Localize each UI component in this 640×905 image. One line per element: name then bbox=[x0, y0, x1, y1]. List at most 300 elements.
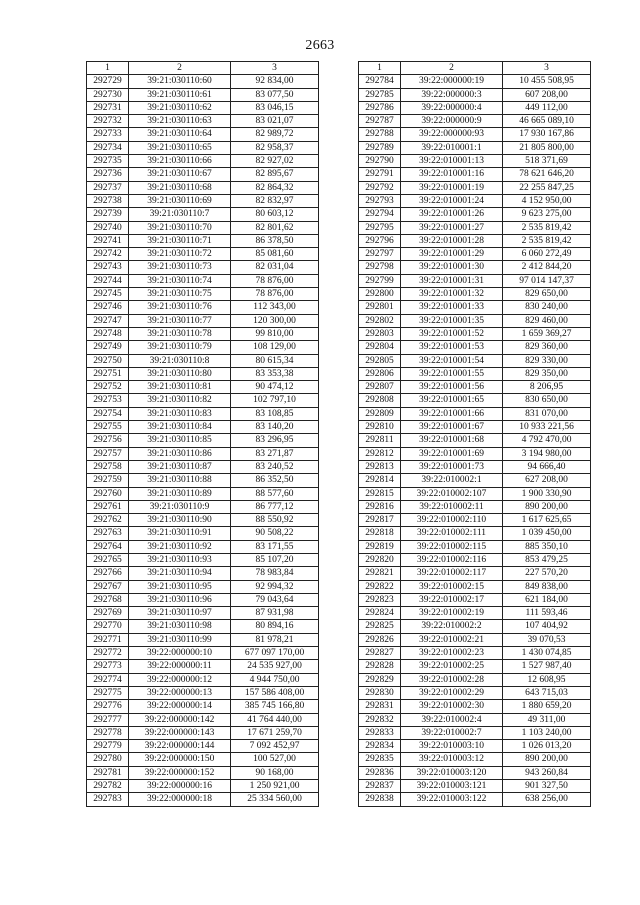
cadastral-number-cell: 39:22:010002:11 bbox=[401, 500, 503, 513]
cadastral-number-cell: 39:22:010001:35 bbox=[401, 314, 503, 327]
row-number-cell: 292799 bbox=[359, 274, 401, 287]
row-number-cell: 292814 bbox=[359, 474, 401, 487]
cadastral-number-cell: 39:21:030110:60 bbox=[129, 75, 231, 88]
value-cell: 39 070,53 bbox=[503, 633, 591, 646]
table-row bbox=[87, 633, 319, 646]
row-number-cell: 292751 bbox=[87, 367, 129, 380]
row-number-cell: 292781 bbox=[87, 766, 129, 779]
table-row bbox=[359, 447, 591, 460]
row-number-cell: 292754 bbox=[87, 407, 129, 420]
table-row bbox=[359, 234, 591, 247]
table-row bbox=[87, 354, 319, 367]
row-number-cell: 292758 bbox=[87, 460, 129, 473]
row-number-cell: 292810 bbox=[359, 421, 401, 434]
table-row bbox=[359, 88, 591, 101]
table-row bbox=[87, 567, 319, 580]
table-row bbox=[359, 288, 591, 301]
row-number-cell: 292832 bbox=[359, 713, 401, 726]
cadastral-number-cell: 39:21:030110:73 bbox=[129, 261, 231, 274]
table-row bbox=[87, 660, 319, 673]
table-row bbox=[87, 793, 319, 806]
value-cell: 449 112,00 bbox=[503, 101, 591, 114]
table-row bbox=[87, 407, 319, 420]
table-row bbox=[359, 141, 591, 154]
cadastral-number-cell: 39:22:010001:56 bbox=[401, 381, 503, 394]
row-number-cell: 292738 bbox=[87, 194, 129, 207]
row-number-cell: 292777 bbox=[87, 713, 129, 726]
cadastral-number-cell: 39:22:010002:107 bbox=[401, 487, 503, 500]
table-row bbox=[87, 460, 319, 473]
row-number-cell: 292753 bbox=[87, 394, 129, 407]
table-row bbox=[87, 75, 319, 88]
row-number-cell: 292788 bbox=[359, 128, 401, 141]
table-row bbox=[359, 381, 591, 394]
cadastral-number-cell: 39:22:010001:73 bbox=[401, 460, 503, 473]
cadastral-number-cell: 39:21:030110:83 bbox=[129, 407, 231, 420]
table-row bbox=[359, 301, 591, 314]
value-cell: 901 327,50 bbox=[503, 780, 591, 793]
table-row bbox=[359, 460, 591, 473]
table-row bbox=[87, 514, 319, 527]
cadastral-number-cell: 39:21:030110:9 bbox=[129, 500, 231, 513]
value-cell: 86 777,12 bbox=[231, 500, 319, 513]
cadastral-number-cell: 39:21:030110:89 bbox=[129, 487, 231, 500]
value-cell: 80 603,12 bbox=[231, 208, 319, 221]
cadastral-number-cell: 39:22:000000:19 bbox=[401, 75, 503, 88]
table-row bbox=[87, 580, 319, 593]
table-row bbox=[87, 341, 319, 354]
cadastral-number-cell: 39:22:000000:93 bbox=[401, 128, 503, 141]
value-cell: 1 617 625,65 bbox=[503, 514, 591, 527]
column-header-value: 3 bbox=[231, 62, 319, 75]
cadastral-number-cell: 39:21:030110:82 bbox=[129, 394, 231, 407]
table-row bbox=[359, 75, 591, 88]
row-number-cell: 292794 bbox=[359, 208, 401, 221]
table-row bbox=[87, 753, 319, 766]
table-row bbox=[87, 115, 319, 128]
table-row bbox=[87, 553, 319, 566]
cadastral-number-cell: 39:22:010002:23 bbox=[401, 647, 503, 660]
row-number-cell: 292759 bbox=[87, 474, 129, 487]
table-row bbox=[359, 101, 591, 114]
row-number-cell: 292780 bbox=[87, 753, 129, 766]
table-row bbox=[87, 780, 319, 793]
cadastral-number-cell: 39:22:010002:117 bbox=[401, 567, 503, 580]
value-cell: 90 168,00 bbox=[231, 766, 319, 779]
cadastral-number-cell: 39:22:010003:12 bbox=[401, 753, 503, 766]
value-cell: 10 933 221,56 bbox=[503, 421, 591, 434]
value-cell: 8 206,95 bbox=[503, 381, 591, 394]
row-number-cell: 292769 bbox=[87, 607, 129, 620]
table-row bbox=[359, 128, 591, 141]
cadastral-number-cell: 39:22:000000:16 bbox=[129, 780, 231, 793]
cadastral-number-cell: 39:21:030110:77 bbox=[129, 314, 231, 327]
page-number: 2663 bbox=[305, 38, 335, 53]
row-number-cell: 292796 bbox=[359, 234, 401, 247]
table-row bbox=[359, 553, 591, 566]
row-number-cell: 292775 bbox=[87, 686, 129, 699]
table-row bbox=[359, 261, 591, 274]
row-number-cell: 292742 bbox=[87, 248, 129, 261]
value-cell: 830 240,00 bbox=[503, 301, 591, 314]
cadastral-number-cell: 39:22:010001:1 bbox=[401, 141, 503, 154]
value-cell: 1 880 659,20 bbox=[503, 700, 591, 713]
row-number-cell: 292765 bbox=[87, 553, 129, 566]
table-row bbox=[359, 407, 591, 420]
row-number-cell: 292755 bbox=[87, 421, 129, 434]
cadastral-number-cell: 39:22:010002:25 bbox=[401, 660, 503, 673]
table-row bbox=[359, 221, 591, 234]
value-cell: 4 792 470,00 bbox=[503, 434, 591, 447]
cadastral-number-cell: 39:22:010003:10 bbox=[401, 740, 503, 753]
table-row bbox=[87, 248, 319, 261]
table-row bbox=[359, 168, 591, 181]
value-cell: 10 455 508,95 bbox=[503, 75, 591, 88]
table-row bbox=[87, 713, 319, 726]
value-cell: 86 378,50 bbox=[231, 234, 319, 247]
cadastral-number-cell: 39:21:030110:96 bbox=[129, 593, 231, 606]
cadastral-number-cell: 39:22:010002:115 bbox=[401, 540, 503, 553]
table-row bbox=[359, 115, 591, 128]
row-number-cell: 292837 bbox=[359, 780, 401, 793]
row-number-cell: 292804 bbox=[359, 341, 401, 354]
value-cell: 22 255 847,25 bbox=[503, 181, 591, 194]
cadastral-number-cell: 39:21:030110:65 bbox=[129, 141, 231, 154]
row-number-cell: 292761 bbox=[87, 500, 129, 513]
row-number-cell: 292772 bbox=[87, 647, 129, 660]
cadastral-number-cell: 39:21:030110:72 bbox=[129, 248, 231, 261]
row-number-cell: 292802 bbox=[359, 314, 401, 327]
value-cell: 831 070,00 bbox=[503, 407, 591, 420]
column-header-value: 3 bbox=[503, 62, 591, 75]
cadastral-number-cell: 39:21:030110:84 bbox=[129, 421, 231, 434]
row-number-cell: 292739 bbox=[87, 208, 129, 221]
value-cell: 7 092 452,97 bbox=[231, 740, 319, 753]
value-cell: 829 330,00 bbox=[503, 354, 591, 367]
row-number-cell: 292774 bbox=[87, 673, 129, 686]
cadastral-number-cell: 39:21:030110:63 bbox=[129, 115, 231, 128]
table-row bbox=[359, 341, 591, 354]
column-header-number: 1 bbox=[359, 62, 401, 75]
row-number-cell: 292836 bbox=[359, 766, 401, 779]
table-row bbox=[359, 248, 591, 261]
cadastral-number-cell: 39:22:000000:152 bbox=[129, 766, 231, 779]
table-row bbox=[87, 593, 319, 606]
cadastral-number-cell: 39:22:010002:116 bbox=[401, 553, 503, 566]
cadastral-number-cell: 39:22:010001:52 bbox=[401, 327, 503, 340]
row-number-cell: 292786 bbox=[359, 101, 401, 114]
row-number-cell: 292734 bbox=[87, 141, 129, 154]
value-cell: 1 250 921,00 bbox=[231, 780, 319, 793]
table-row bbox=[359, 314, 591, 327]
cadastral-number-cell: 39:22:010001:19 bbox=[401, 181, 503, 194]
value-cell: 385 745 166,80 bbox=[231, 700, 319, 713]
cadastral-number-cell: 39:22:010001:33 bbox=[401, 301, 503, 314]
value-cell: 677 097 170,00 bbox=[231, 647, 319, 660]
value-cell: 621 184,00 bbox=[503, 593, 591, 606]
cadastral-number-cell: 39:21:030110:85 bbox=[129, 434, 231, 447]
cadastral-number-cell: 39:22:010001:68 bbox=[401, 434, 503, 447]
table-row bbox=[359, 607, 591, 620]
row-number-cell: 292756 bbox=[87, 434, 129, 447]
cadastral-number-cell: 39:22:010001:30 bbox=[401, 261, 503, 274]
value-cell: 2 412 844,20 bbox=[503, 261, 591, 274]
value-cell: 80 894,16 bbox=[231, 620, 319, 633]
table-row bbox=[87, 620, 319, 633]
cadastral-number-cell: 39:21:030110:94 bbox=[129, 567, 231, 580]
table-row bbox=[87, 367, 319, 380]
table-row bbox=[359, 421, 591, 434]
value-cell: 120 300,00 bbox=[231, 314, 319, 327]
cadastral-number-cell: 39:22:000000:18 bbox=[129, 793, 231, 806]
cadastral-number-cell: 39:21:030110:69 bbox=[129, 194, 231, 207]
table-row bbox=[87, 540, 319, 553]
table-row bbox=[87, 234, 319, 247]
cadastral-number-cell: 39:22:000000:4 bbox=[401, 101, 503, 114]
cadastral-number-cell: 39:21:030110:93 bbox=[129, 553, 231, 566]
row-number-cell: 292743 bbox=[87, 261, 129, 274]
row-number-cell: 292790 bbox=[359, 155, 401, 168]
row-number-cell: 292741 bbox=[87, 234, 129, 247]
cadastral-number-cell: 39:21:030110:76 bbox=[129, 301, 231, 314]
row-number-cell: 292771 bbox=[87, 633, 129, 646]
value-cell: 78 876,00 bbox=[231, 288, 319, 301]
row-number-cell: 292746 bbox=[87, 301, 129, 314]
cadastral-number-cell: 39:22:010002:15 bbox=[401, 580, 503, 593]
cadastral-number-cell: 39:22:000000:11 bbox=[129, 660, 231, 673]
value-cell: 90 508,22 bbox=[231, 527, 319, 540]
cadastral-number-cell: 39:22:010003:121 bbox=[401, 780, 503, 793]
cadastral-number-cell: 39:21:030110:97 bbox=[129, 607, 231, 620]
table-row bbox=[87, 168, 319, 181]
cadastral-number-cell: 39:21:030110:95 bbox=[129, 580, 231, 593]
column-header-cadastral: 2 bbox=[401, 62, 503, 75]
row-number-cell: 292745 bbox=[87, 288, 129, 301]
value-cell: 83 240,52 bbox=[231, 460, 319, 473]
value-cell: 638 256,00 bbox=[503, 793, 591, 806]
table-row bbox=[359, 194, 591, 207]
value-cell: 86 352,50 bbox=[231, 474, 319, 487]
value-cell: 83 046,15 bbox=[231, 101, 319, 114]
cadastral-number-cell: 39:21:030110:61 bbox=[129, 88, 231, 101]
cadastral-number-cell: 39:21:030110:70 bbox=[129, 221, 231, 234]
value-cell: 853 479,25 bbox=[503, 553, 591, 566]
cadastral-number-cell: 39:22:000000:9 bbox=[401, 115, 503, 128]
table-row bbox=[87, 101, 319, 114]
row-number-cell: 292805 bbox=[359, 354, 401, 367]
value-cell: 3 194 980,00 bbox=[503, 447, 591, 460]
table-row bbox=[87, 208, 319, 221]
value-cell: 25 334 560,00 bbox=[231, 793, 319, 806]
table-row bbox=[359, 780, 591, 793]
table-row bbox=[87, 434, 319, 447]
cadastral-number-cell: 39:22:010002:2 bbox=[401, 620, 503, 633]
value-cell: 97 014 147,37 bbox=[503, 274, 591, 287]
table-row bbox=[359, 673, 591, 686]
value-cell: 82 801,62 bbox=[231, 221, 319, 234]
value-cell: 83 140,20 bbox=[231, 421, 319, 434]
cadastral-number-cell: 39:22:010001:67 bbox=[401, 421, 503, 434]
row-number-cell: 292737 bbox=[87, 181, 129, 194]
row-number-cell: 292733 bbox=[87, 128, 129, 141]
table-row bbox=[359, 181, 591, 194]
cadastral-number-cell: 39:22:010003:120 bbox=[401, 766, 503, 779]
value-cell: 85 107,20 bbox=[231, 553, 319, 566]
table-row bbox=[87, 700, 319, 713]
value-cell: 885 350,10 bbox=[503, 540, 591, 553]
cadastral-number-cell: 39:22:000000:143 bbox=[129, 726, 231, 739]
table-row bbox=[359, 514, 591, 527]
value-cell: 830 650,00 bbox=[503, 394, 591, 407]
value-cell: 1 659 369,27 bbox=[503, 327, 591, 340]
cadastral-number-cell: 39:21:030110:98 bbox=[129, 620, 231, 633]
table-row bbox=[359, 567, 591, 580]
value-cell: 83 271,87 bbox=[231, 447, 319, 460]
cadastral-number-cell: 39:21:030110:87 bbox=[129, 460, 231, 473]
value-cell: 82 927,02 bbox=[231, 155, 319, 168]
value-cell: 627 208,00 bbox=[503, 474, 591, 487]
column-header-number: 1 bbox=[87, 62, 129, 75]
row-number-cell: 292785 bbox=[359, 88, 401, 101]
cadastral-number-cell: 39:22:010002:111 bbox=[401, 527, 503, 540]
table-row bbox=[87, 301, 319, 314]
cadastral-number-cell: 39:22:010002:21 bbox=[401, 633, 503, 646]
row-number-cell: 292819 bbox=[359, 540, 401, 553]
value-cell: 100 527,00 bbox=[231, 753, 319, 766]
value-cell: 83 108,85 bbox=[231, 407, 319, 420]
row-number-cell: 292829 bbox=[359, 673, 401, 686]
table-row bbox=[87, 607, 319, 620]
table-row bbox=[359, 474, 591, 487]
value-cell: 829 360,00 bbox=[503, 341, 591, 354]
cadastral-number-cell: 39:21:030110:64 bbox=[129, 128, 231, 141]
table-row bbox=[359, 620, 591, 633]
cadastral-number-cell: 39:21:030110:7 bbox=[129, 208, 231, 221]
row-number-cell: 292744 bbox=[87, 274, 129, 287]
cadastral-number-cell: 39:21:030110:91 bbox=[129, 527, 231, 540]
cadastral-number-cell: 39:21:030110:75 bbox=[129, 288, 231, 301]
value-cell: 849 838,00 bbox=[503, 580, 591, 593]
row-number-cell: 292789 bbox=[359, 141, 401, 154]
table-row bbox=[87, 314, 319, 327]
row-number-cell: 292795 bbox=[359, 221, 401, 234]
value-cell: 83 077,50 bbox=[231, 88, 319, 101]
table-row bbox=[359, 700, 591, 713]
cadastral-number-cell: 39:21:030110:86 bbox=[129, 447, 231, 460]
table-body-left bbox=[87, 75, 319, 806]
value-cell: 41 764 440,00 bbox=[231, 713, 319, 726]
column-header-cadastral: 2 bbox=[129, 62, 231, 75]
row-number-cell: 292806 bbox=[359, 367, 401, 380]
cadastral-number-cell: 39:21:030110:78 bbox=[129, 327, 231, 340]
row-number-cell: 292827 bbox=[359, 647, 401, 660]
value-cell: 24 535 927,00 bbox=[231, 660, 319, 673]
table-row bbox=[87, 500, 319, 513]
value-cell: 108 129,00 bbox=[231, 341, 319, 354]
row-number-cell: 292768 bbox=[87, 593, 129, 606]
cadastral-number-cell: 39:22:010001:16 bbox=[401, 168, 503, 181]
table-row bbox=[87, 381, 319, 394]
value-cell: 9 623 275,00 bbox=[503, 208, 591, 221]
table-row bbox=[87, 740, 319, 753]
cadastral-number-cell: 39:22:010001:13 bbox=[401, 155, 503, 168]
cadastral-number-cell: 39:21:030110:88 bbox=[129, 474, 231, 487]
cadastral-number-cell: 39:22:010001:54 bbox=[401, 354, 503, 367]
value-cell: 82 989,72 bbox=[231, 128, 319, 141]
value-cell: 92 834,00 bbox=[231, 75, 319, 88]
table-row bbox=[359, 647, 591, 660]
row-number-cell: 292750 bbox=[87, 354, 129, 367]
value-cell: 107 404,92 bbox=[503, 620, 591, 633]
table-row bbox=[87, 288, 319, 301]
table-row bbox=[87, 181, 319, 194]
table-row bbox=[87, 474, 319, 487]
value-cell: 2 535 819,42 bbox=[503, 221, 591, 234]
row-number-cell: 292748 bbox=[87, 327, 129, 340]
row-number-cell: 292834 bbox=[359, 740, 401, 753]
value-cell: 6 060 272,49 bbox=[503, 248, 591, 261]
row-number-cell: 292803 bbox=[359, 327, 401, 340]
value-cell: 607 208,00 bbox=[503, 88, 591, 101]
table-row bbox=[87, 673, 319, 686]
cadastral-number-cell: 39:22:010002:110 bbox=[401, 514, 503, 527]
table-body-right bbox=[359, 75, 591, 806]
row-number-cell: 292783 bbox=[87, 793, 129, 806]
row-number-cell: 292787 bbox=[359, 115, 401, 128]
register-table-left bbox=[86, 61, 319, 807]
value-cell: 83 296,95 bbox=[231, 434, 319, 447]
cadastral-number-cell: 39:21:030110:68 bbox=[129, 181, 231, 194]
cadastral-number-cell: 39:22:010002:1 bbox=[401, 474, 503, 487]
row-number-cell: 292801 bbox=[359, 301, 401, 314]
row-number-cell: 292749 bbox=[87, 341, 129, 354]
cadastral-number-cell: 39:22:000000:144 bbox=[129, 740, 231, 753]
value-cell: 49 311,00 bbox=[503, 713, 591, 726]
value-cell: 78 621 646,20 bbox=[503, 168, 591, 181]
cadastral-number-cell: 39:22:010001:66 bbox=[401, 407, 503, 420]
value-cell: 227 570,20 bbox=[503, 567, 591, 580]
row-number-cell: 292822 bbox=[359, 580, 401, 593]
cadastral-number-cell: 39:21:030110:81 bbox=[129, 381, 231, 394]
cadastral-number-cell: 39:21:030110:62 bbox=[129, 101, 231, 114]
cadastral-number-cell: 39:21:030110:92 bbox=[129, 540, 231, 553]
value-cell: 1 527 987,40 bbox=[503, 660, 591, 673]
row-number-cell: 292831 bbox=[359, 700, 401, 713]
row-number-cell: 292770 bbox=[87, 620, 129, 633]
row-number-cell: 292732 bbox=[87, 115, 129, 128]
cadastral-number-cell: 39:22:010001:55 bbox=[401, 367, 503, 380]
table-row bbox=[359, 726, 591, 739]
value-cell: 2 535 819,42 bbox=[503, 234, 591, 247]
value-cell: 4 944 750,00 bbox=[231, 673, 319, 686]
table-row bbox=[87, 274, 319, 287]
table-row bbox=[87, 421, 319, 434]
cadastral-number-cell: 39:22:010001:69 bbox=[401, 447, 503, 460]
table-row bbox=[359, 394, 591, 407]
table-header-row bbox=[359, 62, 591, 75]
value-cell: 88 577,60 bbox=[231, 487, 319, 500]
value-cell: 90 474,12 bbox=[231, 381, 319, 394]
row-number-cell: 292818 bbox=[359, 527, 401, 540]
value-cell: 829 650,00 bbox=[503, 288, 591, 301]
row-number-cell: 292752 bbox=[87, 381, 129, 394]
row-number-cell: 292828 bbox=[359, 660, 401, 673]
value-cell: 80 615,34 bbox=[231, 354, 319, 367]
cadastral-number-cell: 39:22:010002:28 bbox=[401, 673, 503, 686]
row-number-cell: 292784 bbox=[359, 75, 401, 88]
row-number-cell: 292820 bbox=[359, 553, 401, 566]
value-cell: 643 715,03 bbox=[503, 686, 591, 699]
